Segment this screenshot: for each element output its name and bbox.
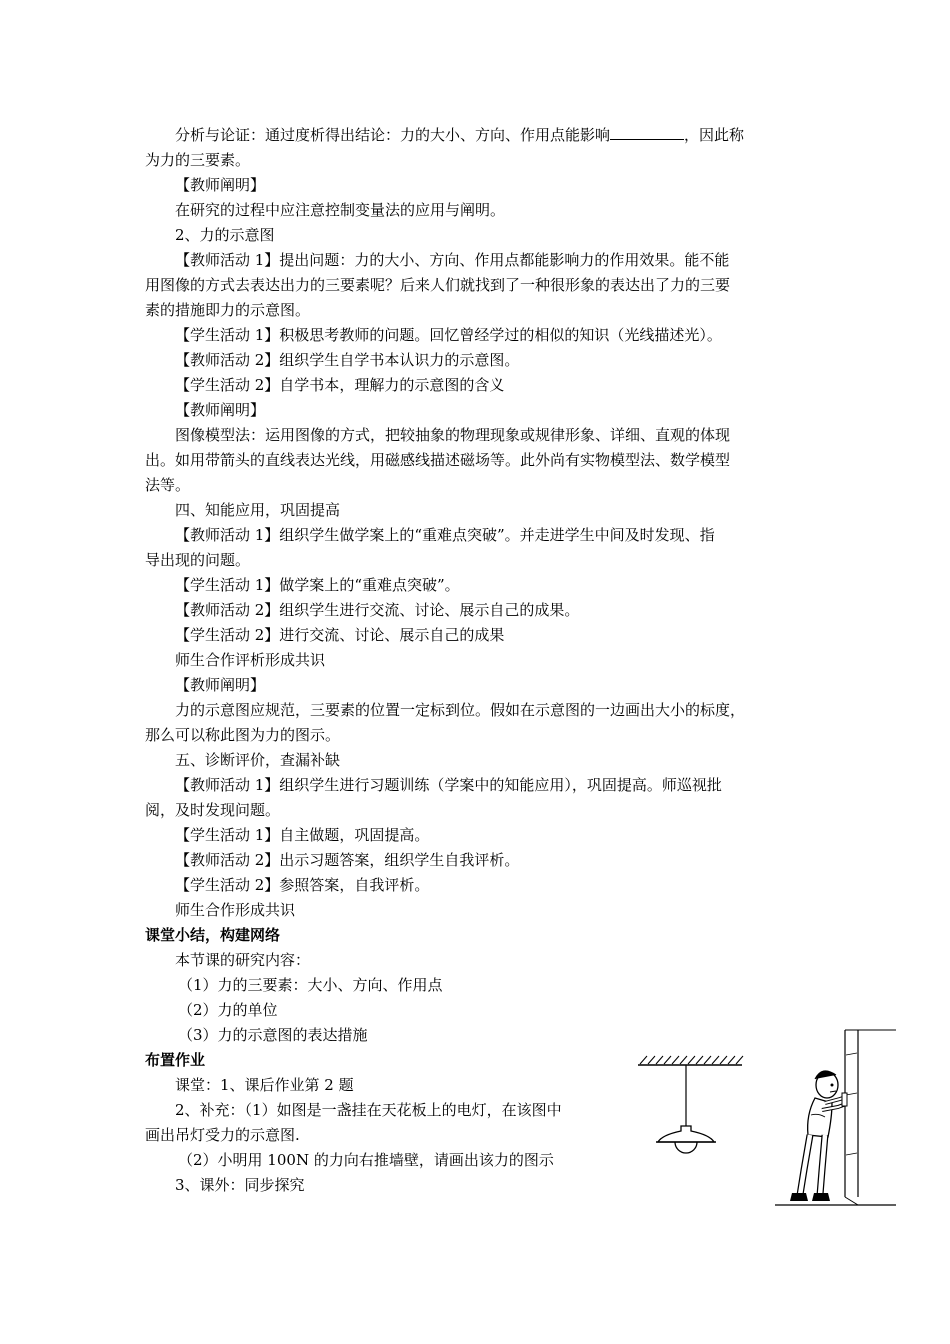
paragraph-line: 【教师活动 2】出示习题答案，组织学生自我评析。 xyxy=(175,851,520,869)
paragraph-line: 出。如用带箭头的直线表达光线，用磁感线描述磁场等。此外尚有实物模型法、数学模型 xyxy=(145,451,731,469)
section-label: 【教师阐明】 xyxy=(175,176,266,194)
subheading: 四、知能应用，巩固提高 xyxy=(175,501,341,519)
paragraph-line: 【学生活动 2】自学书本，理解力的示意图的含义 xyxy=(175,376,505,394)
paragraph-line: 导出现的问题。 xyxy=(145,551,251,569)
paragraph-line: 阅，及时发现问题。 xyxy=(145,801,281,819)
paragraph-line: 为力的三要素。 xyxy=(145,151,251,169)
section-label: 【教师阐明】 xyxy=(175,401,266,419)
paragraph-line: 【学生活动 2】进行交流、讨论、展示自己的成果 xyxy=(175,626,505,644)
section-label: 【教师阐明】 xyxy=(175,676,266,694)
paragraph-line: （2）小明用 100N 的力向右推墙壁，请画出该力的图示 xyxy=(178,1151,554,1169)
paragraph-line: 本节课的研究内容： xyxy=(175,951,311,969)
paragraph-line: 【教师活动 1】组织学生进行习题训练（学案中的知能应用），巩固提高。师巡视批 xyxy=(175,776,722,794)
paragraph-line: 师生合作评析形成共识 xyxy=(175,651,326,669)
section-heading: 课堂小结，构建网络 xyxy=(145,926,281,944)
paragraph-line: 分析与论证：通过度析得出结论：力的大小、方向、作用点能影响 ，因此称 xyxy=(175,126,745,144)
paragraph-line: 2、补充：（1）如图是一盏挂在天花板上的电灯，在该图中 xyxy=(175,1101,562,1119)
boy-pushing-wall-figure xyxy=(770,1025,902,1210)
paragraph-line: 课堂：1、课后作业第 2 题 xyxy=(175,1076,354,1094)
paragraph-line: 【教师活动 2】组织学生自学书本认识力的示意图。 xyxy=(175,351,520,369)
paragraph-line: 【学生活动 1】自主做题，巩固提高。 xyxy=(175,826,430,844)
fill-in-blank xyxy=(610,125,684,140)
paragraph-line: 【学生活动 2】参照答案，自我评析。 xyxy=(175,876,430,894)
paragraph-line: 【教师活动 1】提出问题：力的大小、方向、作用点都能影响力的作用效果。能不能 xyxy=(175,251,730,269)
list-item: （1）力的三要素：大小、方向、作用点 xyxy=(178,976,443,994)
paragraph-line: 法等。 xyxy=(145,476,191,494)
subheading: 2、力的示意图 xyxy=(175,226,275,244)
paragraph-line: 3、课外：同步探究 xyxy=(175,1176,305,1194)
paragraph-line: 【学生活动 1】做学案上的“重难点突破”。 xyxy=(175,576,460,594)
paragraph-line: 用图像的方式去表达出力的三要素呢？后来人们就找到了一种很形象的表达出了力的三要 xyxy=(145,276,731,294)
paragraph-line: 力的示意图应规范，三要素的位置一定标到位。假如在示意图的一边画出大小的标度， xyxy=(175,701,746,719)
paragraph-line: 画出吊灯受力的示意图. xyxy=(145,1126,300,1144)
hanging-lamp-figure xyxy=(630,1045,750,1165)
paragraph-line: 【学生活动 1】积极思考教师的问题。回忆曾经学过的相似的知识（光线描述光）。 xyxy=(175,326,722,344)
paragraph-line: 【教师活动 1】组织学生做学案上的“重难点突破”。并走进学生中间及时发现、指 xyxy=(175,526,715,544)
paragraph-line: 【教师活动 2】组织学生进行交流、讨论、展示自己的成果。 xyxy=(175,601,580,619)
paragraph-line: 素的措施即力的示意图。 xyxy=(145,301,311,319)
paragraph-line: 图像模型法：运用图像的方式，把较抽象的物理现象或规律形象、详细、直观的体现 xyxy=(175,426,731,444)
paragraph-line: 那么可以称此图为力的图示。 xyxy=(145,726,341,744)
paragraph-line: 师生合作形成共识 xyxy=(175,901,296,919)
list-item: （3）力的示意图的表达措施 xyxy=(178,1026,368,1044)
paragraph-line: 在研究的过程中应注意控制变量法的应用与阐明。 xyxy=(175,201,506,219)
section-heading: 布置作业 xyxy=(145,1051,206,1069)
subheading: 五、诊断评价，查漏补缺 xyxy=(175,751,341,769)
list-item: （2）力的单位 xyxy=(178,1001,278,1019)
